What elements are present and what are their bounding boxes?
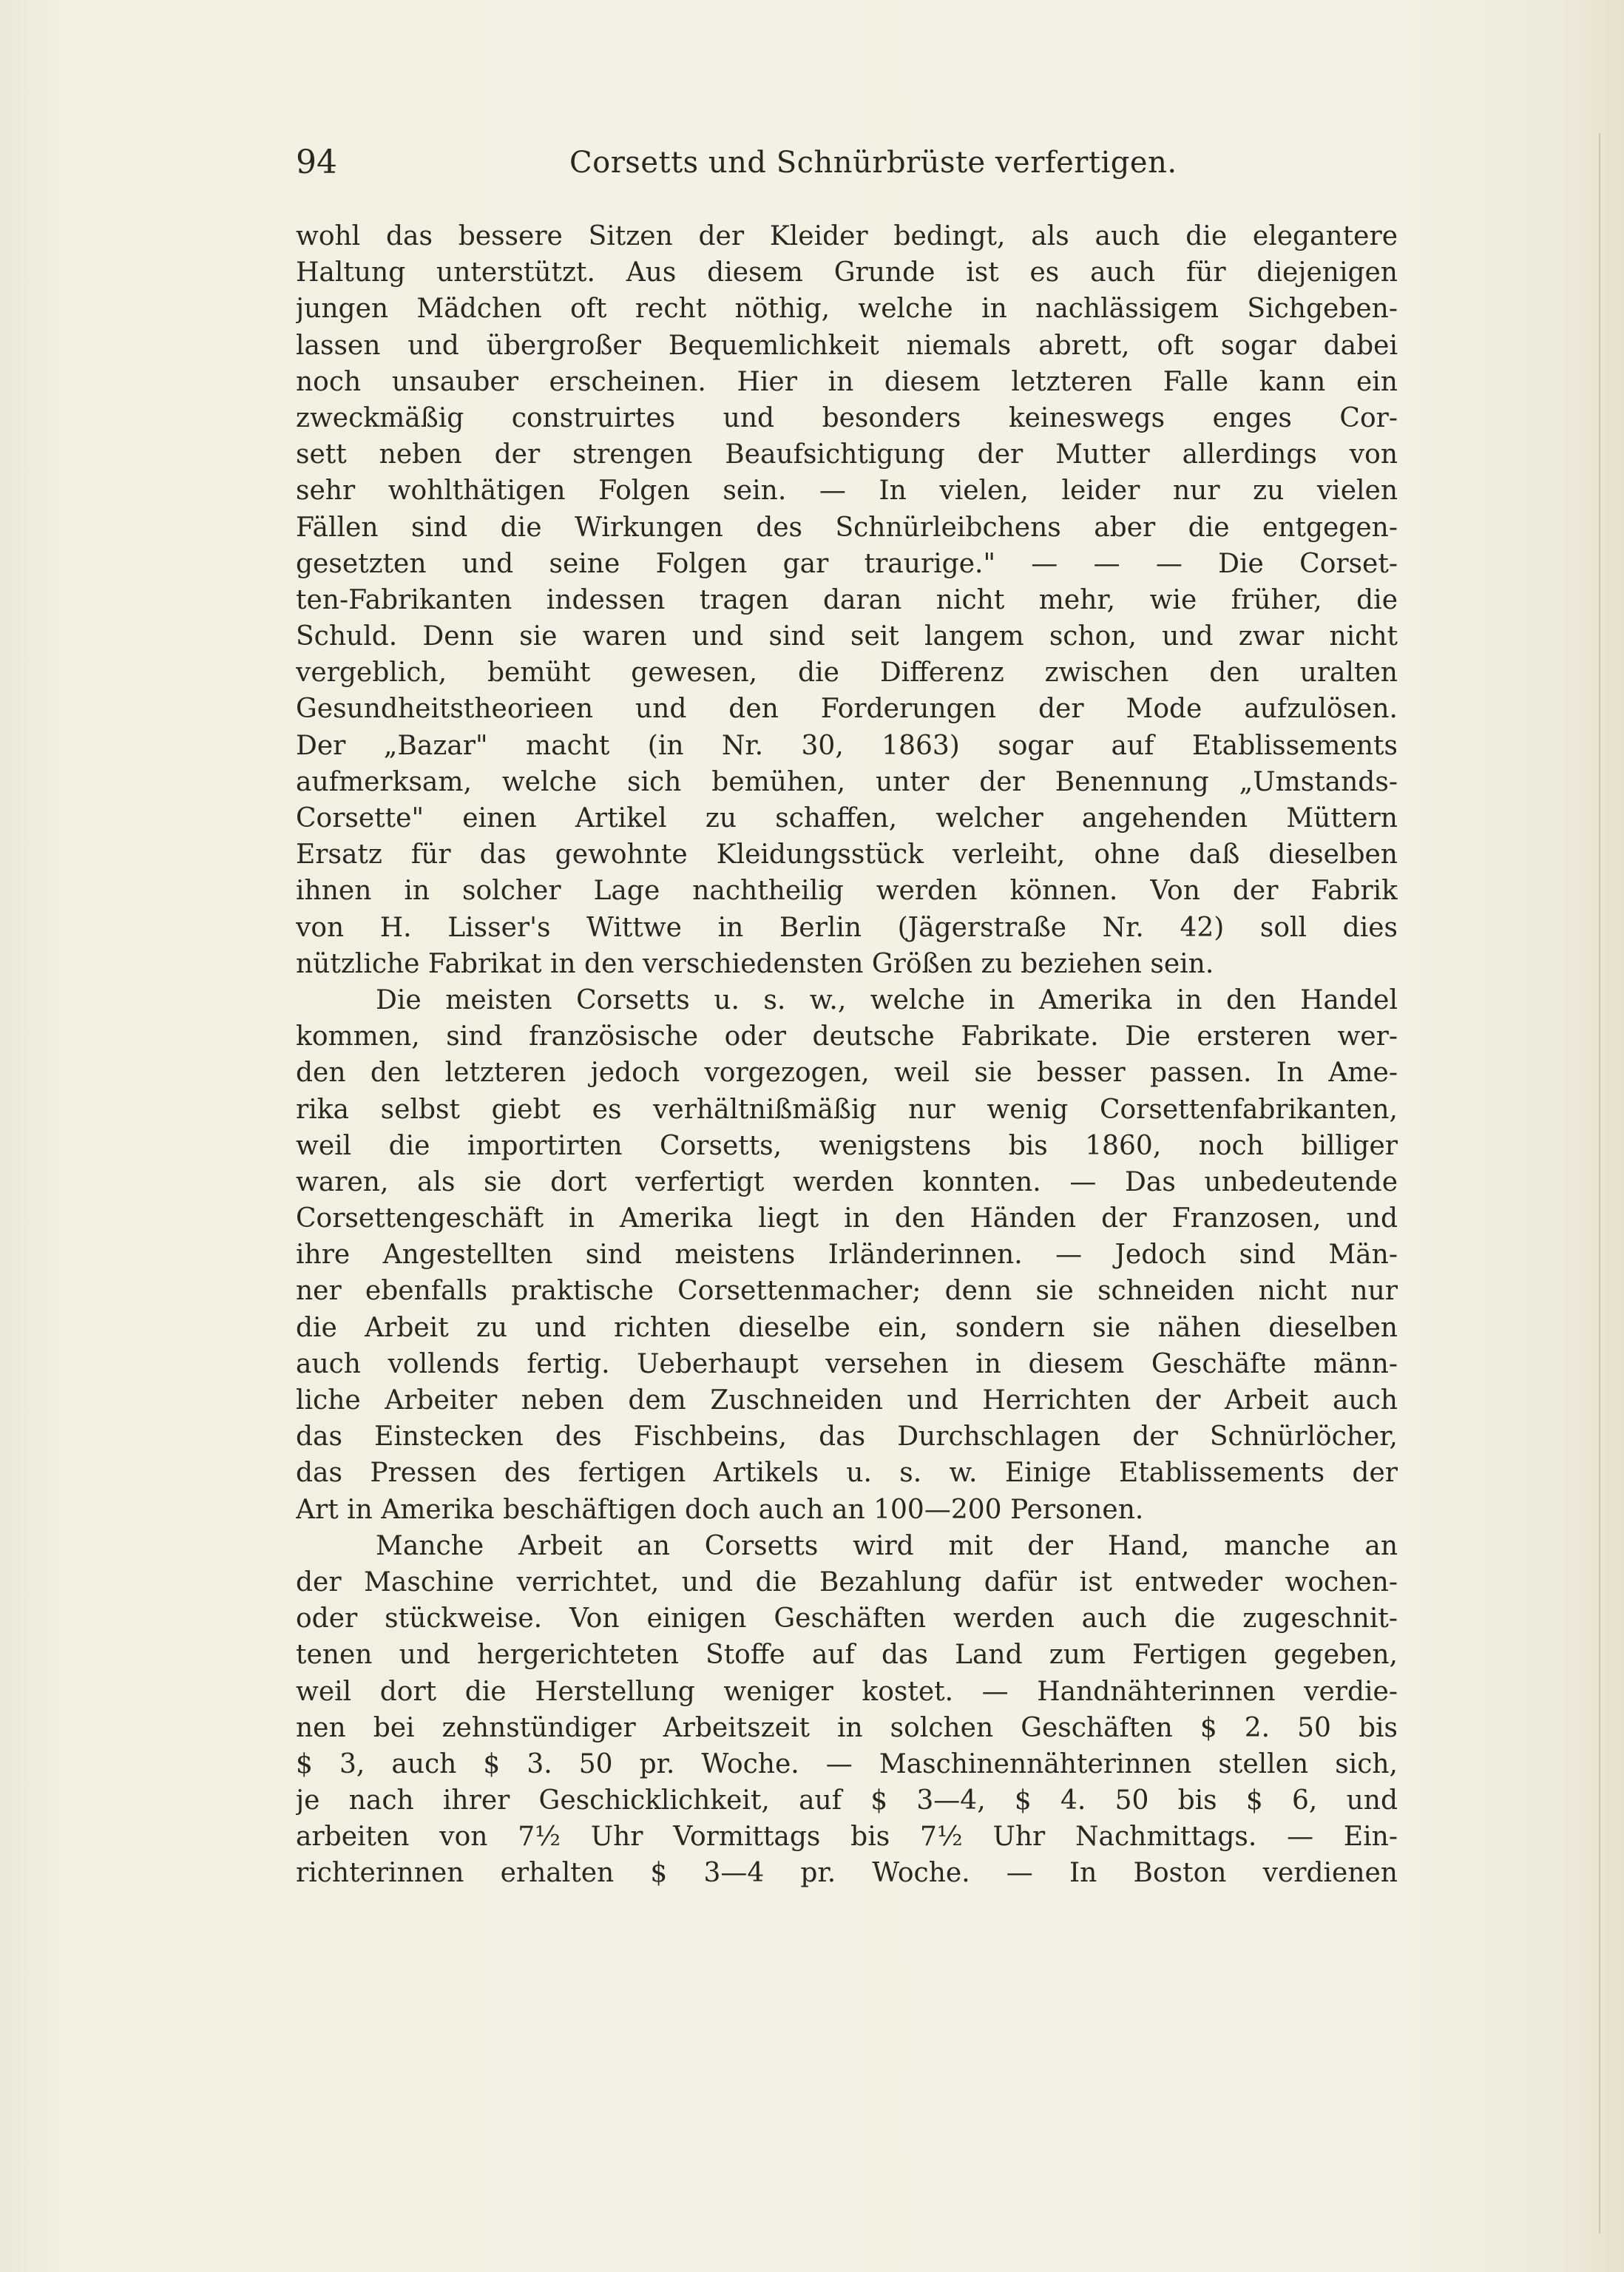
text-line: auch vollends fertig. Ueberhaupt versehen in diesem Geschäfte männ- <box>296 1348 1398 1379</box>
text-line: kommen, sind französische oder deutsche Fabrikate. Die ersteren wer- <box>296 1021 1398 1052</box>
page-header <box>288 141 1412 185</box>
text-line: weil dort die Herstellung weniger kostet. — Handnähterinnen verdie- <box>296 1676 1398 1707</box>
text-line: ihnen in solcher Lage nachtheilig werden können. Von der Fabrik <box>296 876 1398 907</box>
text-line: Der „Bazar" macht (in Nr. 30, 1863) sogar auf Etablissements <box>296 730 1398 761</box>
text-line: sehr wohlthätigen Folgen sein. — In vielen, leider nur zu vielen <box>296 476 1398 507</box>
text-line: Haltung unterstützt. Aus diesem Grunde ist es auch für diejenigen <box>296 257 1398 288</box>
text-line: jungen Mädchen oft recht nöthig, welche in nachlässigem Sichgeben- <box>296 294 1398 325</box>
text-line: nen bei zehnstündiger Arbeitszeit in solchen Geschäften $ 2. 50 bis <box>296 1712 1398 1743</box>
text-line: von H. Lisser's Wittwe in Berlin (Jägerstraße Nr. 42) soll dies <box>296 912 1398 943</box>
text-line: vergeblich, bemüht gewesen, die Differenz zwischen den uralten <box>296 657 1398 689</box>
text-line: Corsette" einen Artikel zu schaffen, welcher angehenden Müttern <box>296 803 1398 834</box>
paragraph-start-line: Manche Arbeit an Corsetts wird mit der Hand, manche an <box>376 1530 1398 1561</box>
text-line: oder stückweise. Von einigen Geschäften werden auch die zugeschnit- <box>296 1603 1398 1634</box>
text-line: der Maschine verrichtet, und die Bezahlung dafür ist entweder wochen- <box>296 1566 1398 1598</box>
text-line: den den letzteren jedoch vorgezogen, weil sie besser passen. In Ame- <box>296 1058 1398 1089</box>
text-line: Ersatz für das gewohnte Kleidungsstück verleiht, ohne daß dieselben <box>296 839 1398 870</box>
text-line: tenen und hergerichteten Stoffe auf das Land zum Fertigen gegeben, <box>296 1640 1398 1671</box>
text-line: ten-Fabrikanten indessen tragen daran nicht mehr, wie früher, die <box>296 584 1398 615</box>
text-line: ner ebenfalls praktische Corsettenmacher; denn sie schneiden nicht nur <box>296 1276 1398 1307</box>
text-line: Schuld. Denn sie waren und sind seit langem schon, und zwar nicht <box>296 621 1398 652</box>
text-line: arbeiten von 7½ Uhr Vormittags bis 7½ Uhr Nachmittags. — Ein- <box>296 1822 1398 1853</box>
text-line: richterinnen erhalten $ 3—4 pr. Woche. — In Boston verdienen <box>296 1858 1398 1889</box>
text-line: rika selbst giebt es verhältnißmäßig nur wenig Corsettenfabrikanten, <box>296 1094 1398 1125</box>
text-line: zweckmäßig construirtes und besonders keineswegs enges Cor- <box>296 402 1398 433</box>
text-line: weil die importirten Corsetts, wenigstens bis 1860, noch billiger <box>296 1130 1398 1161</box>
text-line: waren, als sie dort verfertigt werden konnten. — Das unbedeutende <box>296 1166 1398 1197</box>
text-line: liche Arbeiter neben dem Zuschneiden und Herrichten der Arbeit auch <box>296 1385 1398 1416</box>
page-number: 94 <box>296 143 337 181</box>
running-head: Corsetts und Schnürbrüste verfertigen. <box>569 146 1177 180</box>
text-line: aufmerksam, welche sich bemühen, unter der Benennung „Umstands- <box>296 766 1398 797</box>
text-line: lassen und übergroßer Bequemlichkeit niemals abrett, oft sogar dabei <box>296 330 1398 361</box>
text-line: wohl das bessere Sitzen der Kleider bedingt, als auch die elegantere <box>296 221 1398 251</box>
text-line: je nach ihrer Geschicklichkeit, auf $ 3—4, $ 4. 50 bis $ 6, und <box>296 1785 1398 1816</box>
text-line: Fällen sind die Wirkungen des Schnürleibchens aber die entgegen- <box>296 512 1398 543</box>
text-line: Gesundheitstheorieen und den Forderungen der Mode aufzulösen. <box>296 694 1398 725</box>
text-line: das Einstecken des Fischbeins, das Durchschlagen der Schnürlöcher, <box>296 1421 1398 1453</box>
text-line: noch unsauber erscheinen. Hier in diesem letzteren Falle kann ein <box>296 366 1398 397</box>
page-edge-divider <box>1599 133 1600 2234</box>
text-line: Corsettengeschäft in Amerika liegt in den Händen der Franzosen, und <box>296 1203 1398 1234</box>
text-line: ihre Angestellten sind meistens Irländerinnen. — Jedoch sind Män- <box>296 1240 1398 1271</box>
text-line: die Arbeit zu und richten dieselbe ein, sondern sie nähen dieselben <box>296 1312 1398 1343</box>
body-text <box>296 218 1398 1892</box>
text-line: sett neben der strengen Beaufsichtigung der Mutter allerdings von <box>296 439 1398 470</box>
text-line: Art in Amerika beschäftigen doch auch an 100—200 Personen. <box>296 1494 1144 1525</box>
text-line: das Pressen des fertigen Artikels u. s. w. Einige Etablissements der <box>296 1458 1398 1489</box>
text-line: $ 3, auch $ 3. 50 pr. Woche. — Maschinennähterinnen stellen sich, <box>296 1748 1398 1779</box>
text-line: gesetzten und seine Folgen gar traurige." — — — Die Corset- <box>296 548 1398 579</box>
text-line: nützliche Fabrikat in den verschiedensten Größen zu beziehen sein. <box>296 948 1214 979</box>
paragraph-start-line: Die meisten Corsetts u. s. w., welche in Amerika in den Handel <box>376 984 1398 1015</box>
